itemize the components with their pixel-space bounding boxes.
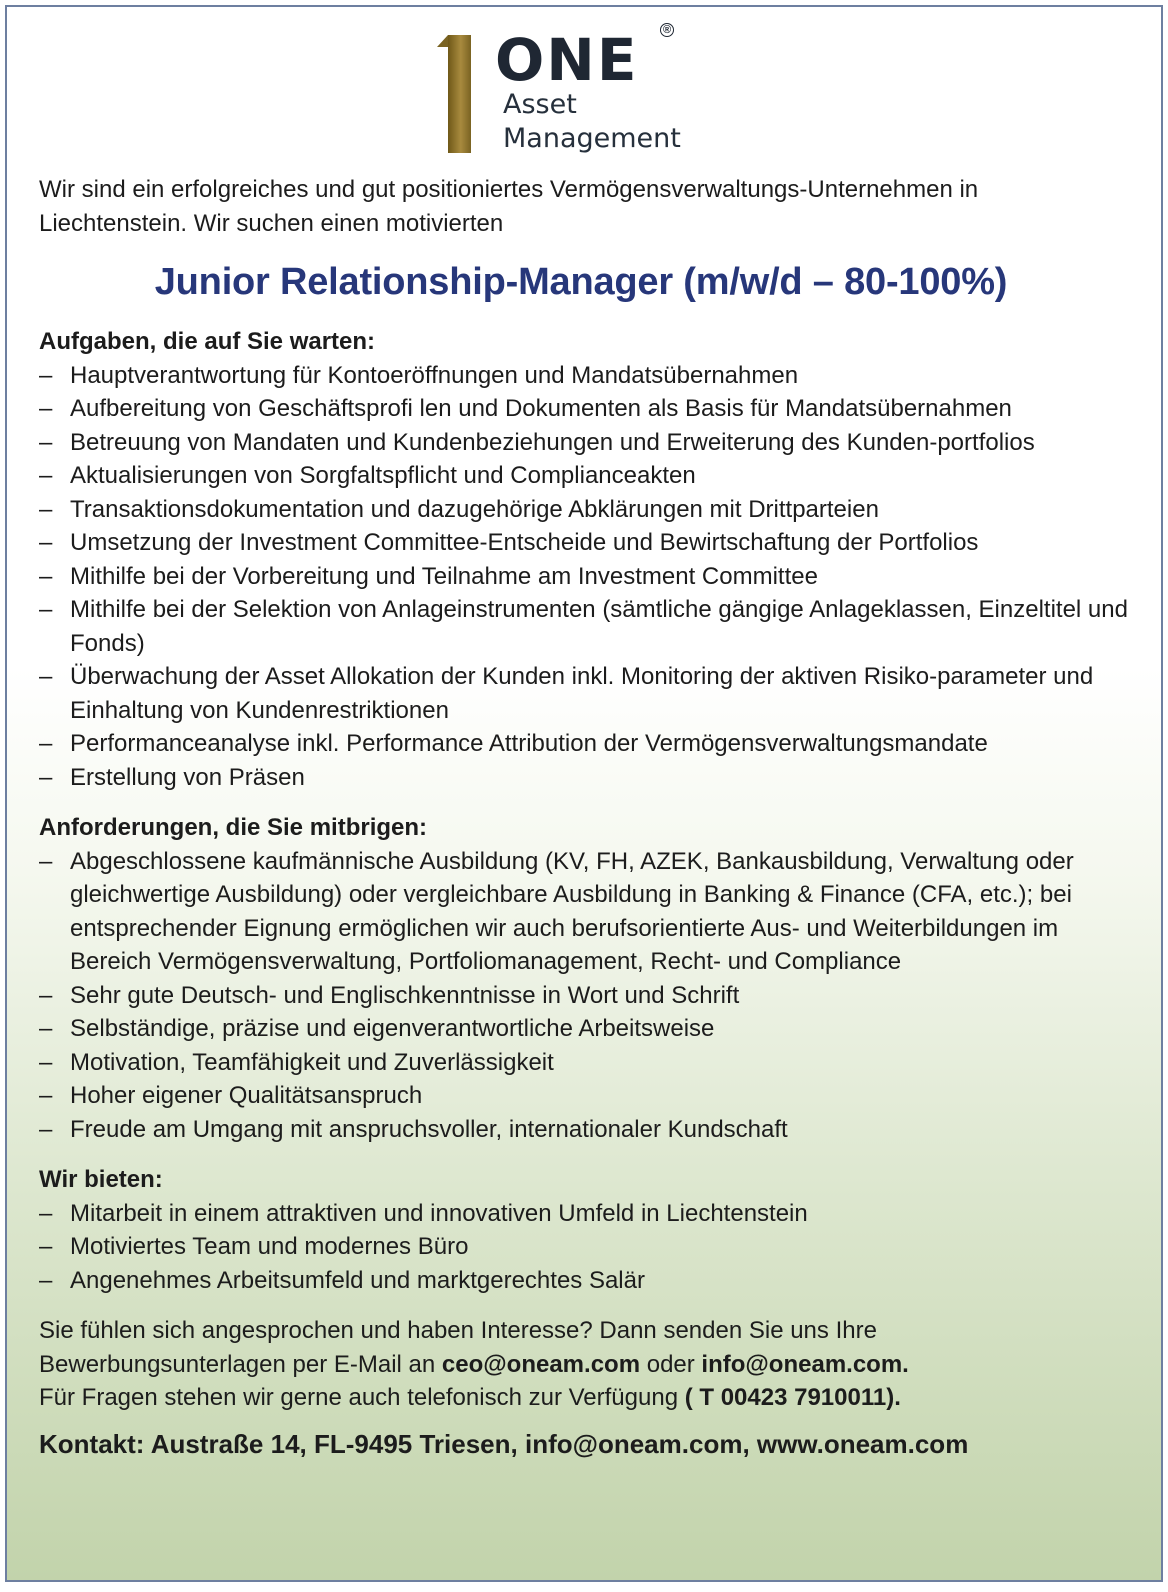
- job-title: Junior Relationship-Manager (m/w/d – 80-100%): [154, 261, 1008, 303]
- requirements-list: [39, 845, 1129, 1147]
- logo-gold-bar: [448, 35, 471, 153]
- logo-line-asset: Asset: [503, 89, 577, 120]
- closing-line-3: [39, 1381, 1129, 1415]
- offer-item: – Motiviertes Team und modernes Büro: [39, 1230, 1129, 1264]
- requirements-heading: Anforderungen, die Sie mitbrigen:: [39, 814, 428, 841]
- task-item: – Überwachung der Asset Allokation der Kunden inkl. Monitoring der aktiven Risiko-parameter und Einhaltung von Kundenrestriktionen: [39, 660, 1129, 727]
- task-item: – Umsetzung der Investment Committee-Entscheide und Bewirtschaftung der Portfolios: [39, 526, 1129, 560]
- requirement-item: – Hoher eigener Qualitätsanspruch: [39, 1079, 1129, 1113]
- closing-text: oder: [640, 1350, 702, 1378]
- logo-wordmark: ONE: [495, 26, 639, 94]
- task-item: – Aufbereitung von Geschäftsprofi len und Dokumenten als Basis für Mandatsübernahmen: [39, 392, 1129, 426]
- task-item: – Betreuung von Mandaten und Kundenbeziehungen und Erweiterung des Kunden-portfolios: [39, 426, 1129, 460]
- ad-content: [39, 173, 1129, 1461]
- task-item: – Performanceanalyse inkl. Performance Attribution der Vermögensverwaltungsmandate: [39, 727, 1129, 761]
- offer-heading: Wir bieten:: [39, 1166, 163, 1193]
- task-item: – Transaktionsdokumentation und dazugehörige Abklärungen mit Drittparteien: [39, 493, 1129, 527]
- offer-item: – Angenehmes Arbeitsumfeld und marktgerechtes Salär: [39, 1264, 1129, 1298]
- closing-line-2: [39, 1348, 1129, 1382]
- job-ad-page: [5, 5, 1163, 1582]
- company-logo: [443, 23, 723, 163]
- email-ceo-link[interactable]: ceo@oneam.com: [441, 1350, 641, 1378]
- requirement-item: – Selbständige, präzise und eigenverantwortliche Arbeitsweise: [39, 1012, 1129, 1046]
- task-item: – Aktualisierungen von Sorgfaltspflicht und Complianceakten: [39, 459, 1129, 493]
- task-item: – Erstellung von Präsen: [39, 761, 1129, 795]
- task-item: – Hauptverantwortung für Kontoeröffnungen und Mandatsübernahmen: [39, 359, 1129, 393]
- task-item: – Mithilfe bei der Vorbereitung und Teilnahme am Investment Committee: [39, 560, 1129, 594]
- requirement-item: – Motivation, Teamfähigkeit und Zuverlässigkeit: [39, 1046, 1129, 1080]
- requirement-item: – Sehr gute Deutsch- und Englischkenntnisse in Wort und Schrift: [39, 979, 1129, 1013]
- registered-mark: ®: [660, 23, 674, 37]
- task-item: – Mithilfe bei der Selektion von Anlageinstrumenten (sämtliche gängige Anlageklassen, Einzeltitel und Fonds): [39, 593, 1129, 660]
- offer-item: – Mitarbeit in einem attraktiven und innovativen Umfeld in Liechtenstein: [39, 1197, 1129, 1231]
- closing-text: Für Fragen stehen wir gerne auch telefonisch zur Verfügung: [39, 1384, 685, 1411]
- offer-list: [39, 1197, 1129, 1298]
- tasks-list: [39, 359, 1129, 795]
- closing-text: Bewerbungsunterlagen per E-Mail an: [39, 1350, 442, 1378]
- intro-text: Wir sind ein erfolgreiches und gut positioniertes Vermögensverwaltungs-Unternehmen in Liechtenstein. Wir suchen einen motivierten: [39, 176, 979, 237]
- contact-line: Kontakt: Austraße 14, FL-9495 Triesen, info@oneam.com, www.oneam.com: [39, 1428, 969, 1459]
- closing-line-1: Sie fühlen sich angesprochen und haben Interesse? Dann senden Sie uns Ihre: [39, 1317, 877, 1344]
- logo-line-management: Management: [503, 123, 681, 154]
- tasks-heading: Aufgaben, die auf Sie warten:: [39, 328, 376, 355]
- phone-number: ( T 00423 7910011).: [684, 1384, 901, 1411]
- email-info-link[interactable]: info@oneam.com.: [701, 1350, 909, 1378]
- requirement-item: – Freude am Umgang mit anspruchsvoller, internationaler Kundschaft: [39, 1113, 1129, 1147]
- requirement-item: – Abgeschlossene kaufmännische Ausbildung (KV, FH, AZEK, Bankausbildung, Verwaltung oder gleichwertige Ausbildung) oder vergleichbare Ausbildung in Banking & Finance (CFA, etc.); bei entsprechender Eignung ermöglichen wir auch berufsorientierte Aus- und Weiterbildungen im Bereich Vermögensverwaltung, Portfoliomanagement, Recht- und Compliance: [39, 845, 1129, 979]
